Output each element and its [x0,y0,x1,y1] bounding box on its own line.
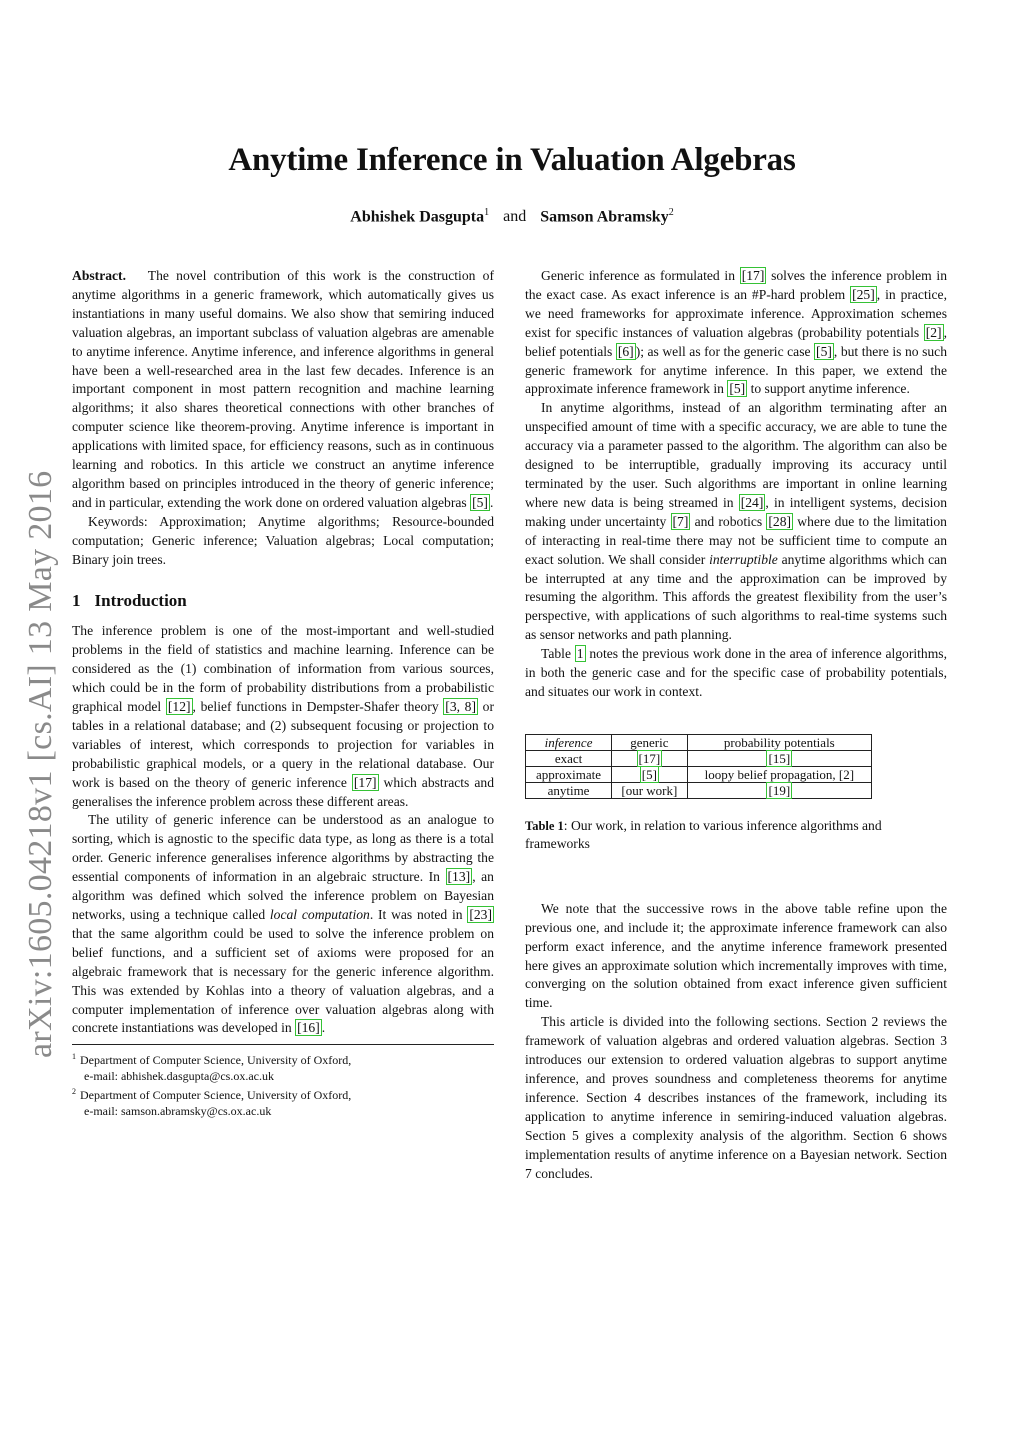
table-cell [612,750,688,766]
citation-link[interactable]: [24] [740,494,764,510]
emphasis: local computation [269,907,370,922]
text-run: In anytime algorithms, instead of an algorithm terminating after an unspecified amount of time with a specific accuracy, we are able to tune the accuracy via a parameter passed to the algorithm. The algorithm can also be designed to be interruptible, gradually improving its accuracy until terminated by the user. Such algorithms are important in online learning where new data is being streamed in [525,400,947,510]
body-paragraph: We note that the successive rows in the above table refine upon the previous one, and include it; the approximate inference framework can also perform exact inference, and the anytime inference framework presented here gives an approximate solution which incrementally improves with time, converging on the solution obtained from exact inference given sufficient time. [525,900,947,1011]
abstract-end: . [489,494,494,510]
table-header-cell: probability potentials [687,734,871,750]
text-run: to support anytime inference. [747,381,910,397]
table-header-row [526,734,872,750]
citation-link[interactable]: [5] [472,494,488,510]
citation-link[interactable]: [15] [768,750,791,766]
citation-link[interactable]: [5] [641,766,657,782]
citation-link[interactable]: [17] [638,750,661,766]
author-affiliation-mark: 1 [484,207,490,218]
text-run: anytime algorithms which can be interrupted at any time and the approximation can be improved by resuming the algorithm. This affords the greatest flexibility from the user’s perspective, with applications of such algorithms to real-time systems such as sensor networks and path planning. [525,551,947,643]
text-run: or tables in a relational database; and (2) subsequent focusing or projection to variables of interest, which corresponds to projection for variables in probabilistic graphical models, or a query in the relational database. Our work is based on the theory of generic inference [72,699,494,790]
citation-link[interactable]: [3, 8] [445,699,476,715]
body-paragraph [525,399,947,645]
abstract [72,267,494,513]
table-cell [687,782,871,798]
citation-link[interactable]: [13] [447,869,471,885]
abstract-text: The novel contribution of this work is the construction of anytime algorithms in a generic framework, which automatically gives us instantiations in many useful domains. We also show that semiring induced valuation algebras, an important subclass of valuation algebras are amenable to anytime inference. Anytime inference, and inference algorithms in general have been a well-researched area in the last few decades. Inference is an important component in most pattern recognition and machine learning algorithms; it also shares theoretical connections with other branches of computer science like theorem-proving. Anytime inference is important in applications with limited space, for efficiency reasons, such as in continuous learning and robotics. In this article we construct an anytime inference algorithm based on principles introduced in the theory of generic inference; and in particular, extending the work done on ordered valuation algebras [72,268,494,510]
comparison-table [525,734,872,799]
text-run: Table [541,646,575,662]
citation-link[interactable]: [23] [469,907,492,922]
table-cell: exact [526,750,612,766]
citation-link[interactable]: [16] [297,1020,320,1036]
table-header-cell: generic [612,734,688,750]
citation-link[interactable]: [17] [741,268,765,283]
section-heading [72,592,494,611]
text-run: . [321,1020,326,1036]
text-run: ); as well as for the generic case [635,343,815,359]
citation-link[interactable]: [5] [816,343,832,359]
abstract-label: Abstract. [72,268,126,283]
body-paragraph: This article is divided into the following sections. Section 2 reviews the framework of valuation algebras and ordered valuation algebras. Section 3 introduces our extension to ordered valuation algebras to support anytime inference, and proves soundness and completeness theorems for anytime inference. Section 4 describes instances of the framework, including its application to anytime inference in semiring-induced valuation algebras. Section 5 gives a complexity analysis of the algorithm. Section 6 shows implementation results of anytime inference on a Bayesian network. Section 7 concludes. [525,1014,947,1181]
footnotes [72,1049,494,1119]
caption-label: Table 1 [525,818,564,833]
text-run: . It was noted in [369,907,468,922]
footnote-text: Department of Computer Science, University of Oxford, [80,1088,352,1103]
table-cell: [our work] [612,782,688,798]
caption-text: : Our work, in relation to various inference algorithms and frameworks [525,817,882,852]
text-run: , in intelligent systems, decision making under uncertainty [525,494,947,529]
table-cell: approximate [526,766,612,782]
text-run: solves the inference problem in the exact case. As exact inference is an #P-hard problem [525,268,947,302]
footnote-divider [72,1044,494,1045]
footnote-text: Department of Computer Science, University of Oxford, [80,1053,352,1068]
table-header-cell [526,734,612,750]
footnote [72,1084,494,1119]
footnote [72,1049,494,1084]
citation-link[interactable]: [19] [768,782,791,798]
citation-link[interactable]: [6] [617,343,634,359]
text-run: where due to the limitation of interacting in real-time there may not be sufficient time to compute an exact solution. We shall consider [525,513,947,567]
text-run: which abstracts and generalises the inference problem across these different areas. [72,774,494,809]
table-row [526,766,872,782]
author-name: Samson Abramsky [540,208,669,226]
footnote-mark: 1 [72,1052,76,1062]
table-row [526,782,872,798]
citation-link[interactable]: [28] [768,513,792,529]
table-caption [525,817,947,854]
table-cell: anytime [526,782,612,798]
keywords: Keywords: Approximation; Anytime algorithms; Resource-bounded computation; Generic inference; Valuation algebras; Local computation; Binary join trees. [72,513,494,567]
citation-link[interactable]: [12] [167,699,191,715]
table-row [526,750,872,766]
text-run: The utility of generic inference can be understood as an analogue to sorting, which is agnostic to the specific data type, as long as there is a total order. Generic inference generalises inference algorithms by abstracting the essential components of information in an algebraic structure. In [72,812,494,885]
text-run: , but there is no such generic framework for anytime inference. In this paper, we extend the approximate inference framework in [525,343,948,397]
footnote-mark: 2 [72,1087,76,1097]
text-run: Generic inference as formulated in [541,268,740,283]
body-paragraph [525,645,947,702]
left-column [72,267,494,1119]
text-run: , belief functions in Dempster-Shafer theory [192,699,444,715]
author-conjunction: and [503,208,527,226]
citation-link[interactable]: [2] [925,324,942,340]
author-line [0,207,1024,226]
text-run: , in practice, we need frameworks for approximate inference. Approximation schemes exist for specific instances of valuation algebras (probability potentials [525,286,947,340]
intro-paragraph-2 [72,811,494,1038]
text-run: that the same algorithm could be used to solve the inference problem on belief functions, and a sufficient set of axioms were proposed for an algebraic framework that is necessary for the generic inference algorithm. This was extended by Kohlas into a theory of valuation algebras, and a computer implementation of inference over valuation algebras along with concrete instantiations was developed in [72,925,494,1036]
text-run: The inference problem is one of the most-important and well-studied problems in the field of statistics and machine learning. Inference can be considered as the (1) combination of information from various sources, which could be in the form of probability distributions from a probabilistic graphical model [72,623,494,715]
table-cell: loopy belief propagation, [2] [687,766,871,782]
footnote-email: e-mail: abhishek.dasgupta@cs.ox.ac.uk [84,1068,274,1083]
citation-link[interactable]: [5] [729,381,746,397]
emphasis: interruptible [709,551,778,567]
right-column [525,267,947,1183]
citation-link[interactable]: [25] [852,286,875,302]
spacer [525,854,947,900]
text-run: notes the previous work done in the area of inference algorithms, in both the generic case and for the specific case of probability potentials, and situates our work in context. [525,646,947,699]
text-run: , an algorithm was defined which solved the inference problem on Bayesian networks, using a technique called [72,869,494,922]
footnote-email: e-mail: samson.abramsky@cs.ox.ac.uk [84,1103,272,1118]
author-name: Abhishek Dasgupta [350,208,485,226]
arxiv-identifier: arXiv:1605.04218v1 [cs.AI] 13 May 2016 [22,470,59,1058]
table-cell [612,766,688,782]
header-text: inference [544,734,593,750]
author-affiliation-mark: 2 [668,207,674,218]
intro-paragraph-1 [72,622,494,811]
text-run: and robotics [690,513,767,529]
section-title: Introduction [94,590,187,610]
table-link[interactable]: 1 [576,646,584,662]
citation-link[interactable]: [17] [353,774,377,790]
text-run: , belief potentials [525,324,947,359]
body-paragraph [525,267,947,399]
paper-title: Anytime Inference in Valuation Algebras [228,142,796,178]
citation-link[interactable]: [7] [672,513,689,529]
table-cell [687,750,871,766]
section-number: 1 [72,590,81,610]
